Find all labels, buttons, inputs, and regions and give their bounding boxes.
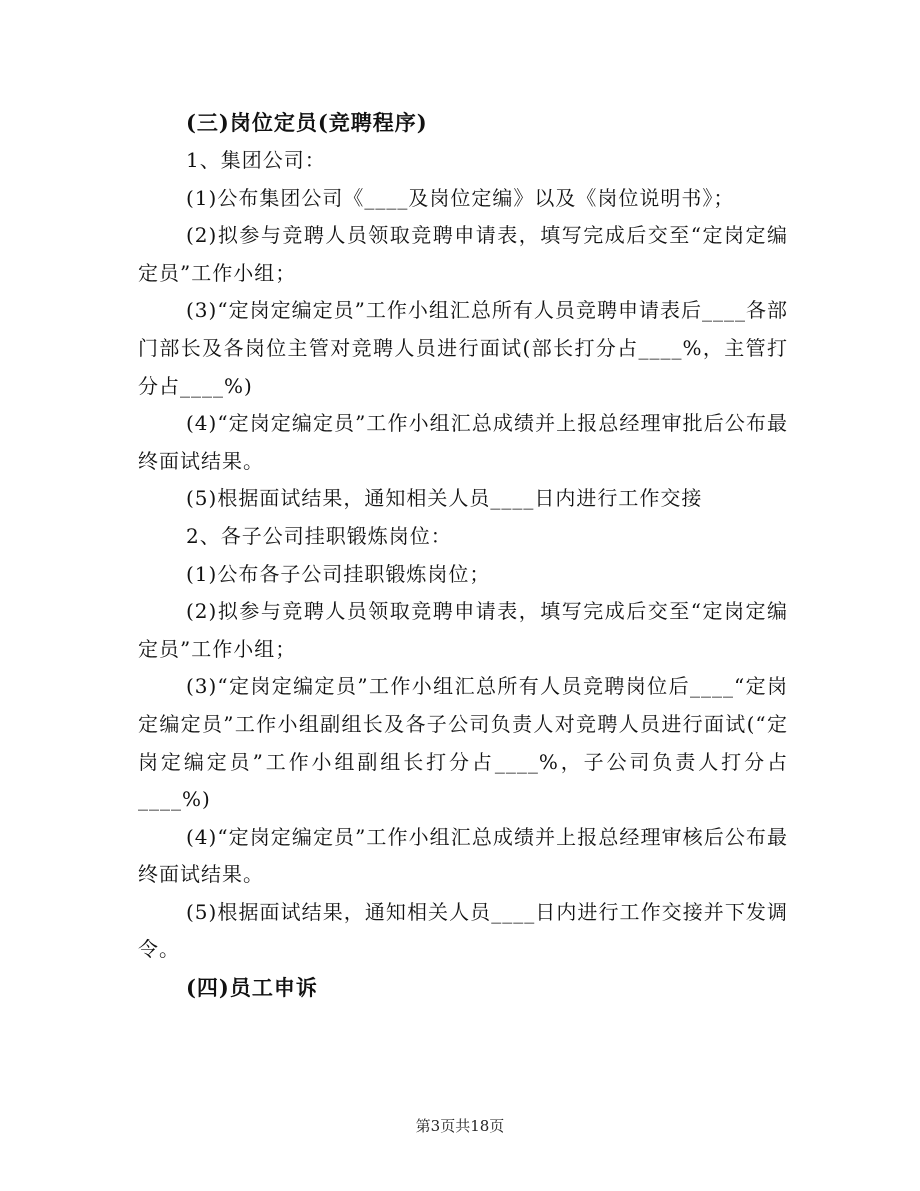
paragraph: (4)“定岗定编定员”工作小组汇总成绩并上报总经理审批后公布最终面试结果。 (138, 411, 788, 473)
paragraph: (2)拟参与竞聘人员领取竞聘申请表，填写完成后交至“定岗定编定员”工作小组； (138, 223, 788, 285)
page-number-footer: 第3页共18页 (415, 1117, 505, 1135)
section-heading-4: (四)员工申诉 (186, 975, 318, 1001)
section-heading-3: (三)岗位定员(竞聘程序) (186, 110, 428, 135)
document-body (138, 104, 788, 1007)
paragraph: (3)“定岗定编定员”工作小组汇总所有人员竞聘岗位后____“定岗定编定员”工作小组副组长及各子公司负责人对竞聘人员进行面试(“定岗定编定员”工作小组副组长打分占____%，子公司负责人打分占____%) (138, 674, 788, 812)
paragraph: (1)公布各子公司挂职锻炼岗位； (186, 561, 491, 586)
paragraph: (5)根据面试结果，通知相关人员____日内进行工作交接 (186, 486, 703, 511)
paragraph: 1、集团公司： (186, 148, 326, 172)
paragraph: (5)根据面试结果，通知相关人员____日内进行工作交接并下发调令。 (138, 899, 788, 962)
paragraph: (4)“定岗定编定员”工作小组汇总成绩并上报总经理审核后公布最终面试结果。 (138, 824, 788, 887)
paragraph: (2)拟参与竞聘人员领取竞聘申请表，填写完成后交至“定岗定编定员”工作小组； (138, 599, 788, 661)
paragraph: (1)公布集团公司《____及岗位定编》以及《岗位说明书》； (186, 185, 735, 210)
paragraph: (3)“定岗定编定员”工作小组汇总所有人员竞聘申请表后____各部门部长及各岗位主管对竞聘人员进行面试(部长打分占____%，主管打分占____%) (138, 298, 788, 398)
paragraph: 2、各子公司挂职锻炼岗位： (186, 523, 452, 548)
